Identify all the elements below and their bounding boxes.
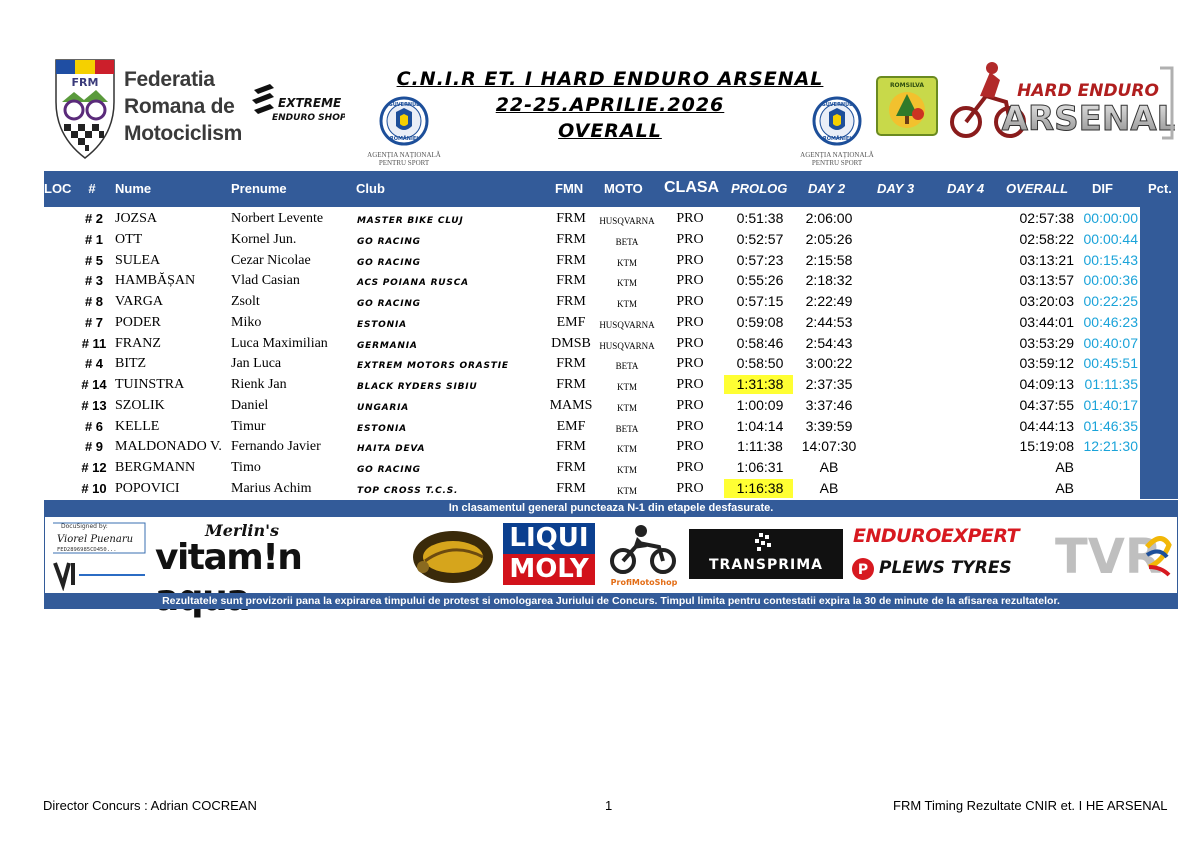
- table-row: [0, 229, 1200, 250]
- tvr-logo: [1051, 527, 1175, 583]
- col-header-dif: DIF: [1092, 181, 1113, 196]
- cell-overall: 03:44:01: [1019, 313, 1074, 330]
- points-note: In clasamentul general puncteaza N-1 din etapele desfasurate.: [44, 500, 1178, 517]
- gov-caption-bottom: ROMÂNIEI: [389, 136, 419, 142]
- tvr-text: TVR: [1055, 529, 1162, 583]
- cell-prolog: 0:57:15: [736, 293, 784, 309]
- cell-loc: 10: [51, 398, 64, 411]
- cell-number: # 6: [84, 418, 104, 434]
- cell-day2: 2:37:35: [805, 376, 853, 392]
- cell-nume: SZOLIK: [115, 397, 165, 413]
- federation-name: [124, 66, 242, 147]
- cell-fmn: FRM: [556, 356, 586, 372]
- romsilva-logo: [876, 76, 938, 136]
- extreme-logo-line-1: EXTREME: [278, 96, 342, 110]
- table-row: [0, 436, 1200, 457]
- cell-clasa: PRO: [676, 335, 704, 351]
- col-header-overall: OVERALL: [1006, 181, 1069, 196]
- cell-loc: -: [55, 481, 60, 494]
- plews-p-icon: [851, 557, 875, 581]
- hard-enduro-arsenal-logo: [950, 58, 1175, 142]
- cell-loc: 9: [54, 378, 61, 390]
- cell-moto: KTM: [617, 257, 637, 268]
- cell-prolog: 1:11:38: [737, 438, 783, 455]
- col-header-prenume: Prenume: [231, 181, 287, 196]
- cell-clasa: PRO: [676, 377, 704, 392]
- cell-overall: 03:13:21: [1019, 251, 1074, 268]
- cell-prolog: 0:57:23: [736, 251, 784, 268]
- cell-prolog: 1:31:38: [736, 376, 784, 392]
- cell-loc: 12: [51, 440, 64, 453]
- enduro-expert-logo: [853, 525, 1033, 551]
- cell-moto: KTM: [617, 402, 637, 413]
- liqui-text: LIQUI: [503, 523, 595, 554]
- cell-clasa: PRO: [676, 480, 704, 496]
- footer-page-number: 1: [605, 798, 613, 813]
- cell-clasa: PRO: [676, 356, 704, 372]
- extreme-enduro-logo: [250, 80, 345, 128]
- brasov-enduro-logo: [405, 521, 501, 589]
- cell-clasa: PRO: [676, 314, 704, 330]
- cell-clasa: PRO: [676, 418, 704, 434]
- moly-text: MOLY: [503, 554, 595, 585]
- cell-club: MASTER BIKE CLUJ: [357, 216, 464, 226]
- cell-fmn: FRM: [556, 273, 586, 289]
- cell-number: # 8: [84, 294, 104, 309]
- cell-prenume: Norbert Levente: [231, 211, 324, 226]
- cell-prolog: 0:58:50: [736, 355, 784, 372]
- table-row: [0, 208, 1200, 229]
- cell-moto: BETA: [615, 361, 639, 372]
- cell-overall: 03:53:29: [1019, 334, 1074, 351]
- liqui-moly-logo: [503, 523, 595, 585]
- table-row: [0, 457, 1200, 478]
- cell-day2: 14:07:30: [801, 438, 857, 455]
- col-header-moto: MOTO: [604, 181, 643, 196]
- cell-fmn: FRM: [556, 439, 586, 455]
- cell-loc: 11: [51, 419, 64, 432]
- cell-moto: KTM: [617, 299, 637, 309]
- cell-fmn: FRM: [556, 377, 586, 392]
- cell-moto: KTM: [617, 485, 637, 496]
- cell-overall: 02:58:22: [1019, 230, 1074, 247]
- cell-dif: 01:46:35: [1083, 417, 1138, 434]
- table-row: [0, 333, 1200, 354]
- cell-club: HAITA DEVA: [357, 444, 426, 455]
- cell-day2: 2:22:49: [805, 293, 853, 309]
- cell-clasa: PRO: [676, 211, 704, 226]
- cell-overall: 04:09:13: [1019, 376, 1074, 392]
- he-logo-line-2: ARSENAL: [1001, 99, 1175, 139]
- cell-loc: 7: [54, 336, 61, 349]
- docusign-signer: Viorel Puenaru: [57, 534, 134, 545]
- table-row: [0, 416, 1200, 437]
- cell-day2: 3:00:22: [805, 355, 853, 372]
- cell-prenume: Timo: [231, 460, 261, 475]
- vitamin-text: vitam!n: [155, 537, 302, 578]
- cell-fmn: EMF: [556, 418, 586, 434]
- gov-agency-line-1-right: AGENȚIA NAȚIONALĂ: [800, 151, 874, 159]
- cell-nume: VARGA: [115, 294, 163, 309]
- footer-director: Director Concurs : Adrian COCREAN: [43, 798, 257, 813]
- cell-overall: AB: [1055, 459, 1074, 475]
- table-row: [0, 395, 1200, 416]
- cell-club: GO RACING: [357, 465, 421, 475]
- cell-prenume: Jan Luca: [231, 356, 282, 372]
- cell-day2: 2:06:00: [805, 210, 853, 226]
- cell-prolog: 1:04:14: [736, 417, 784, 434]
- cell-nume: JOZSA: [115, 211, 158, 226]
- enduro-expert-text: ENDUROEXPERT: [853, 525, 1020, 547]
- cell-club: EXTREM MOTORS ORASTIE: [357, 361, 509, 372]
- cell-nume: HAMBĂȘAN: [115, 273, 196, 289]
- table-row: [0, 312, 1200, 333]
- col-header-day2: DAY 2: [808, 181, 846, 196]
- cell-loc: 8: [54, 357, 61, 370]
- title-line-1: C.N.I.R ET. I HARD ENDURO ARSENAL: [396, 68, 824, 90]
- cell-number: # 12: [81, 460, 107, 475]
- title-line-3: OVERALL: [558, 120, 662, 142]
- cell-overall: 04:44:13: [1019, 417, 1074, 434]
- cell-dif: 00:00:44: [1083, 230, 1138, 247]
- cell-prenume: Fernando Javier: [231, 439, 321, 455]
- profimotoshop-logo: [601, 521, 687, 589]
- col-header-loc: LOC: [44, 181, 72, 196]
- gov-caption-top: GUVERNUL: [388, 102, 420, 108]
- cell-prenume: Miko: [231, 314, 262, 330]
- cell-prolog: 0:58:46: [736, 334, 784, 351]
- cell-loc: II: [54, 232, 61, 245]
- cell-number: # 9: [84, 439, 104, 455]
- frm-logo: [50, 56, 120, 160]
- cell-prolog: 1:00:09: [736, 396, 784, 413]
- col-header-fmn: FMN: [555, 181, 584, 196]
- gov-agency-line-1: AGENȚIA NAȚIONALĂ: [367, 151, 441, 159]
- cell-nume: OTT: [115, 231, 143, 247]
- cell-fmn: FRM: [556, 294, 586, 309]
- cell-fmn: FRM: [556, 252, 586, 268]
- cell-club: GO RACING: [357, 257, 421, 268]
- col-header-nume: Nume: [115, 181, 152, 196]
- cell-clasa: PRO: [676, 294, 704, 309]
- cell-prolog: 0:51:38: [736, 210, 784, 226]
- cell-moto: KTM: [617, 382, 637, 392]
- svg-text:P: P: [857, 562, 869, 578]
- cell-clasa: PRO: [676, 273, 704, 289]
- col-header-pct: Pct.: [1148, 181, 1172, 196]
- cell-number: # 11: [81, 335, 107, 351]
- cell-clasa: PRO: [676, 231, 704, 247]
- cell-day2: 2:54:43: [805, 334, 853, 351]
- cell-prenume: Cezar Nicolae: [231, 252, 311, 268]
- cell-clasa: PRO: [676, 397, 704, 413]
- cell-dif: 00:15:43: [1083, 251, 1138, 268]
- cell-number: # 3: [84, 273, 104, 289]
- cell-dif: 00:00:00: [1083, 210, 1138, 226]
- cell-fmn: EMF: [556, 314, 586, 330]
- cell-number: # 2: [84, 211, 104, 226]
- cell-club: UNGARIA: [357, 402, 410, 413]
- cell-moto: KTM: [617, 444, 637, 455]
- table-row: [0, 291, 1200, 312]
- cell-number: # 5: [84, 252, 104, 268]
- cell-dif: 00:45:51: [1083, 355, 1138, 372]
- cell-day2: AB: [819, 459, 839, 475]
- title-line-2: 22-25.APRILIE.2026: [495, 94, 725, 116]
- cell-club: ACS POIANA RUSCA: [357, 278, 469, 289]
- cell-nume: POPOVICI: [115, 480, 180, 496]
- cell-day2: AB: [819, 479, 839, 496]
- col-header-day3: DAY 3: [877, 181, 915, 196]
- cell-club: GO RACING: [357, 299, 421, 309]
- gov-caption-bottom-2: ROMÂNIEI: [822, 136, 852, 142]
- gov-agency-line-2-right: PENTRU SPORT: [811, 159, 863, 167]
- cell-prenume: Rienk Jan: [231, 377, 287, 392]
- col-header-day4: DAY 4: [947, 181, 985, 196]
- cell-prenume: Zsolt: [231, 294, 260, 309]
- cell-moto: BETA: [615, 236, 639, 247]
- cell-moto: KTM: [617, 278, 637, 289]
- cell-club: GO RACING: [357, 236, 421, 247]
- cell-prenume: Daniel: [231, 397, 269, 413]
- cell-nume: MALDONADO V.: [115, 439, 222, 455]
- federation-name-line-1: Federatia: [124, 68, 215, 91]
- cell-day2: 3:37:46: [805, 396, 853, 413]
- table-row: [0, 478, 1200, 499]
- cell-nume: PODER: [115, 314, 161, 330]
- cell-dif: 01:40:17: [1083, 396, 1138, 413]
- cell-prenume: Luca Maximilian: [231, 335, 328, 351]
- cell-overall: AB: [1055, 479, 1074, 496]
- cell-day2: 2:18:32: [805, 272, 853, 289]
- gov-caption-top-2: GUVERNUL: [821, 102, 853, 108]
- romsilva-text: ROMSILVA: [889, 82, 925, 89]
- cell-prenume: Marius Achim: [231, 480, 312, 496]
- cell-club: ESTONIA: [357, 319, 407, 330]
- sponsor-band: [44, 517, 1178, 593]
- transprima-text: TRANSPRIMA: [709, 557, 823, 573]
- cell-overall: 15:19:08: [1019, 438, 1074, 455]
- cell-nume: BERGMANN: [115, 460, 196, 475]
- table-row: [0, 353, 1200, 374]
- cell-clasa: PRO: [676, 252, 704, 268]
- cell-overall: 04:37:55: [1019, 396, 1074, 413]
- cell-fmn: DMSB: [551, 335, 591, 351]
- cell-club: BLACK RYDERS SIBIU: [357, 382, 478, 392]
- cell-club: GERMANIA: [357, 340, 418, 351]
- cell-dif: 00:40:07: [1083, 334, 1138, 351]
- cell-prolog: 0:59:08: [736, 313, 784, 330]
- col-header-num: #: [88, 181, 96, 196]
- cell-fmn: FRM: [556, 460, 586, 475]
- cell-overall: 03:20:03: [1019, 293, 1074, 309]
- cell-day2: 2:15:58: [805, 251, 853, 268]
- cell-moto: KTM: [617, 465, 637, 475]
- cell-nume: TUINSTRA: [115, 377, 185, 392]
- he-logo-line-1: HARD ENDURO: [1017, 81, 1159, 101]
- cell-loc: -: [55, 461, 60, 473]
- cell-number: # 10: [81, 480, 107, 496]
- cell-fmn: FRM: [556, 480, 586, 496]
- cell-loc: III: [52, 253, 63, 266]
- cell-prolog: 0:55:26: [736, 272, 784, 289]
- transprima-logo: [689, 529, 843, 579]
- event-title: [360, 66, 860, 144]
- cell-moto: HUSQVARNA: [599, 319, 655, 330]
- cell-loc: 5: [54, 295, 61, 307]
- cell-prenume: Timur: [231, 418, 266, 434]
- extreme-logo-line-2: ENDURO SHOP: [272, 113, 345, 123]
- cell-nume: SULEA: [115, 252, 161, 268]
- table-row: [0, 374, 1200, 395]
- cell-loc: I: [55, 212, 60, 224]
- docusign-block: [49, 519, 149, 591]
- col-header-club: Club: [356, 181, 385, 196]
- cell-moto: HUSQVARNA: [599, 340, 655, 351]
- cell-loc: 4: [54, 274, 61, 287]
- cell-number: # 13: [81, 397, 107, 413]
- cell-fmn: FRM: [556, 211, 586, 226]
- cell-number: # 1: [84, 231, 104, 247]
- cell-prenume: Kornel Jun.: [231, 231, 297, 247]
- cell-prolog: 0:52:57: [736, 230, 784, 247]
- cell-club: TOP CROSS T.C.S.: [357, 485, 459, 496]
- plews-text: PLEWS TYRES: [879, 558, 1012, 578]
- cell-day2: 2:05:26: [805, 230, 853, 247]
- cell-overall: 03:59:12: [1019, 355, 1074, 372]
- federation-name-line-2: Romana de: [124, 95, 235, 118]
- cell-prolog: 1:16:38: [736, 479, 784, 496]
- cell-clasa: PRO: [676, 460, 704, 475]
- cell-moto: HUSQVARNA: [599, 216, 655, 226]
- cell-number: # 14: [81, 377, 107, 392]
- cell-dif: 00:22:25: [1083, 293, 1138, 309]
- col-header-clasa: CLASA: [664, 179, 720, 196]
- federation-name-line-3: Motociclism: [124, 122, 243, 145]
- frm-badge-text: FRM: [71, 76, 99, 89]
- cell-dif: 00:00:36: [1083, 272, 1138, 289]
- docusign-id: FED2896985CD450...: [57, 547, 117, 553]
- cell-number: # 4: [84, 356, 104, 372]
- provisional-disclaimer: Rezultatele sunt provizorii pana la expirarea timpului de protest si omologarea Juriului de Concurs. Timpul limita pentru contestatii expira la 30 de minute de la afisarea rezultatelor.: [44, 593, 1178, 609]
- cell-overall: 02:57:38: [1019, 210, 1074, 226]
- table-row: [0, 270, 1200, 291]
- cell-dif: 12:21:30: [1083, 438, 1138, 455]
- cell-prenume: Vlad Casian: [231, 273, 300, 289]
- vitamin-aqua-logo: [155, 521, 405, 589]
- cell-nume: KELLE: [115, 418, 160, 434]
- cell-dif: 00:46:23: [1083, 313, 1138, 330]
- footer-title: FRM Timing Rezultate CNIR et. I HE ARSENAL: [893, 798, 1168, 813]
- cell-day2: 3:39:59: [805, 417, 853, 434]
- cell-fmn: MAMS: [549, 397, 593, 413]
- cell-nume: BITZ: [115, 356, 147, 372]
- cell-overall: 03:13:57: [1019, 272, 1074, 289]
- cell-dif: 01:11:35: [1084, 376, 1138, 392]
- cell-loc: 6: [54, 315, 61, 328]
- cell-number: # 7: [84, 314, 104, 330]
- gov-agency-line-2: PENTRU SPORT: [378, 159, 430, 167]
- cell-prolog: 1:06:31: [736, 459, 784, 475]
- docusign-label: DocuSigned by:: [61, 523, 108, 530]
- cell-nume: FRANZ: [115, 335, 161, 351]
- col-header-prolog: PROLOG: [731, 181, 788, 196]
- vitamin-brand: Merlin's: [205, 521, 280, 540]
- cell-day2: 2:44:53: [805, 313, 853, 330]
- plews-tyres-logo: [851, 555, 1041, 585]
- cell-fmn: FRM: [556, 231, 586, 247]
- table-row: [0, 250, 1200, 271]
- profimoto-text: ProfiMotoShop: [610, 578, 678, 587]
- cell-moto: BETA: [615, 423, 639, 434]
- cell-club: ESTONIA: [357, 423, 407, 434]
- cell-clasa: PRO: [676, 439, 704, 455]
